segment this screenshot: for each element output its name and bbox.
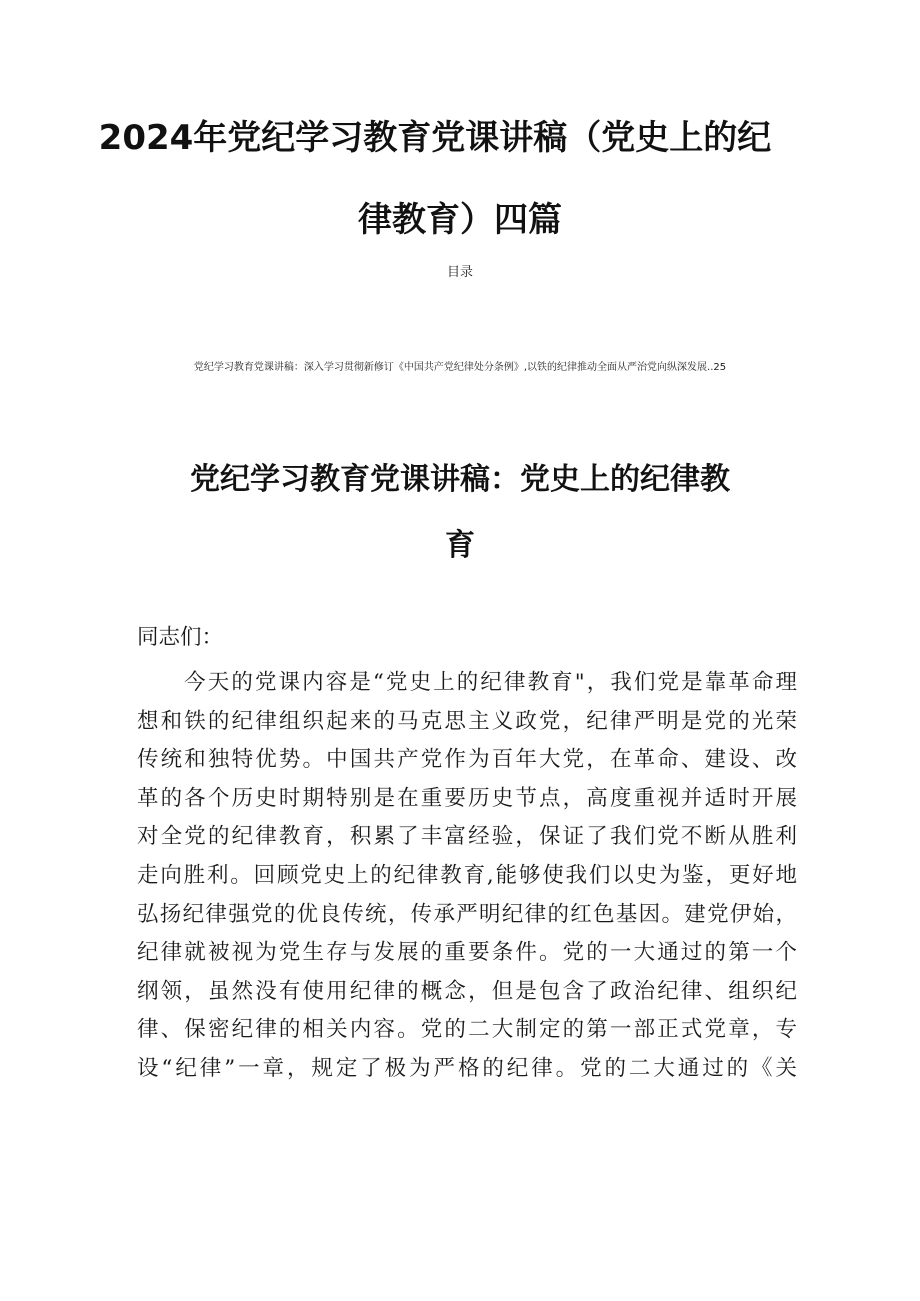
toc-entry[interactable]: 党纪学习教育党课讲稿：深入学习贯彻新修订《中国共产党纪律处分条例》,以铁的纪律推动全面从严治党向纵深发展..25 — [193, 362, 727, 373]
paragraph-line: 律、保密纪律的相关内容。党的二大制定的第一部正式党章，专 — [137, 1017, 797, 1043]
section-title-line-1: 党纪学习教育党课讲稿：党史上的纪律教 — [190, 462, 730, 497]
paragraph-line: 今天的党课内容是“党史上的纪律教育"，我们党是靠革命理 — [137, 670, 797, 695]
paragraph-line: 对全党的纪律教育，积累了丰富经验，保证了我们党不断从胜利 — [137, 824, 797, 850]
paragraph-line: 革的各个历史时期特别是在重要历史节点，高度重视并适时开展 — [137, 785, 797, 811]
paragraph-line: 走向胜利。回顾党史上的纪律教育,能够使我们以史为鉴，更好地 — [137, 862, 797, 888]
document-title-line-1: 2024年党纪学习教育党课讲稿（党史上的纪 — [98, 118, 772, 158]
section-title-line-2: 育 — [445, 528, 475, 563]
paragraph-line: 想和铁的纪律组织起来的马克思主义政党，纪律严明是党的光荣 — [137, 708, 797, 734]
paragraph-line: 纲领，虽然没有使用纪律的概念，但是包含了政治纪律、组织纪 — [137, 978, 797, 1004]
greeting: 同志们： — [137, 625, 224, 650]
paragraph-line: 弘扬纪律强党的优良传统，传承严明纪律的红色基因。建党伊始， — [137, 901, 797, 927]
paragraph-line: 传统和独特优势。中国共产党作为百年大党，在革命、建设、改 — [137, 747, 797, 773]
document-title-line-2: 律教育）四篇 — [358, 200, 562, 240]
paragraph-line: 设“纪律”一章，规定了极为严格的纪律。党的二大通过的《关 — [137, 1055, 797, 1081]
paragraph-line: 纪律就被视为党生存与发展的重要条件。党的一大通过的第一个 — [137, 940, 797, 966]
body-paragraph — [137, 664, 797, 1089]
toc-heading: 目录 — [446, 265, 473, 280]
